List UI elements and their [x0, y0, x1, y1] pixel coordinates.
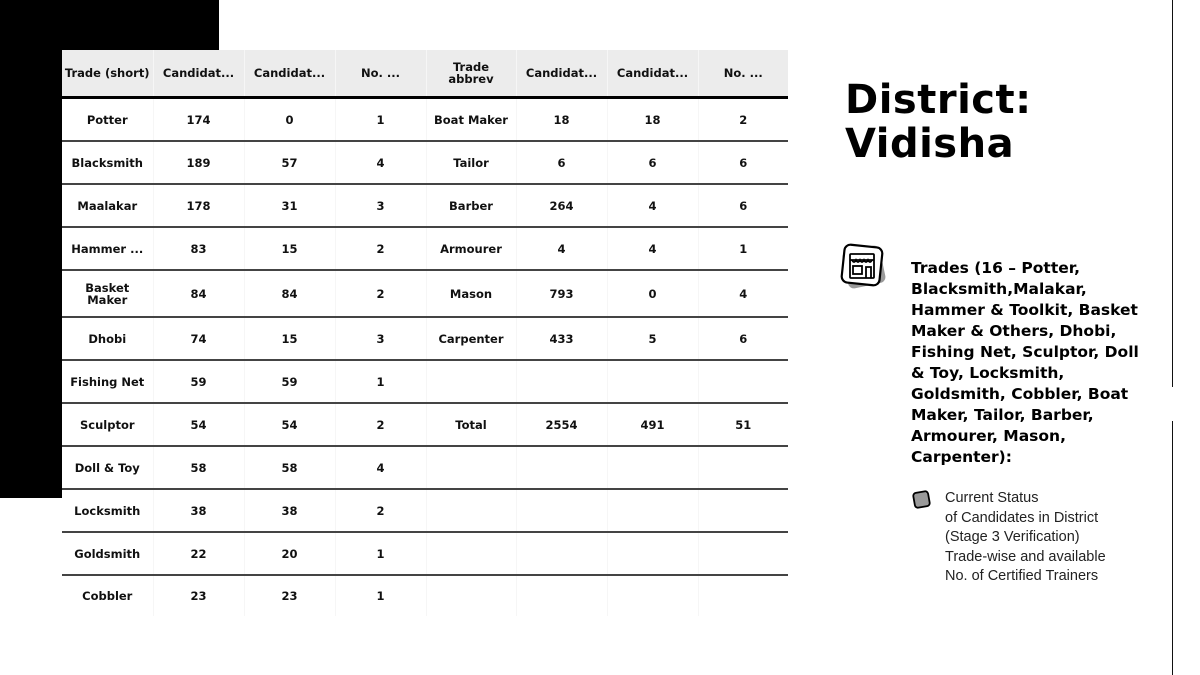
table-cell: 6 [698, 317, 788, 360]
table-cell: 84 [153, 270, 244, 317]
table-cell: 4 [335, 446, 426, 489]
table-cell: 83 [153, 227, 244, 270]
table-cell: Maalakar [62, 184, 153, 227]
table-cell: 4 [698, 270, 788, 317]
table-cell: 59 [153, 360, 244, 403]
bullet-square-icon [910, 488, 934, 512]
status-line: of Candidates in District [945, 509, 1099, 526]
table-row [62, 360, 788, 403]
table-cell: 4 [335, 141, 426, 184]
table-cell [607, 575, 698, 616]
table-cell: 2 [335, 403, 426, 446]
table-cell: 59 [244, 360, 335, 403]
table-cell [607, 360, 698, 403]
table-cell: Tailor [426, 141, 516, 184]
table-cell: Mason [426, 270, 516, 317]
table-cell: 264 [516, 184, 607, 227]
table-cell: 1 [335, 98, 426, 142]
table-cell: 2 [335, 227, 426, 270]
table-cell: 1 [698, 227, 788, 270]
table-cell: 57 [244, 141, 335, 184]
table-cell: 18 [607, 98, 698, 142]
table-cell: 6 [607, 141, 698, 184]
table-row [62, 98, 788, 142]
column-header-candidates-2[interactable]: Candidat... [244, 50, 335, 98]
table-cell [698, 446, 788, 489]
table-row [62, 141, 788, 184]
table-cell: 1 [335, 360, 426, 403]
column-header-number-1[interactable]: No. ... [335, 50, 426, 98]
table-cell [426, 532, 516, 575]
table-cell: 3 [335, 317, 426, 360]
table-cell [516, 489, 607, 532]
table-row [62, 184, 788, 227]
table-cell: 15 [244, 317, 335, 360]
table-cell: 31 [244, 184, 335, 227]
table-cell: Locksmith [62, 489, 153, 532]
table-cell: 433 [516, 317, 607, 360]
table-cell: 6 [516, 141, 607, 184]
table-cell: Blacksmith [62, 141, 153, 184]
status-description [945, 489, 1165, 587]
table-cell: 491 [607, 403, 698, 446]
table-cell: 58 [244, 446, 335, 489]
table-cell: 84 [244, 270, 335, 317]
table-cell [426, 360, 516, 403]
table-cell: 5 [607, 317, 698, 360]
table-cell: Hammer ... [62, 227, 153, 270]
table-cell: Barber [426, 184, 516, 227]
table-cell: 4 [607, 227, 698, 270]
table-cell [426, 489, 516, 532]
right-divider-bottom [1172, 421, 1173, 675]
column-header-trade-abbrev[interactable]: Trade abbrev [426, 50, 516, 98]
table-cell: 18 [516, 98, 607, 142]
table-row [62, 317, 788, 360]
column-header-number-2[interactable]: No. ... [698, 50, 788, 98]
table-cell [516, 575, 607, 616]
table-cell [698, 489, 788, 532]
table-cell: Boat Maker [426, 98, 516, 142]
trades-description: Trades (16 – Potter, Blacksmith,Malakar, Hammer & Toolkit, Basket Maker & Others, Dhobi, Fishing Net, Sculptor, Doll & Toy, Locksmith, Goldsmith, Cobbler, Boat Maker, Tailor, Barber, Armourer, Mason, Carpenter): [911, 259, 1139, 466]
table-cell [607, 446, 698, 489]
table-row [62, 270, 788, 317]
table-cell: Fishing Net [62, 360, 153, 403]
right-divider-top [1172, 0, 1173, 387]
table-cell [698, 575, 788, 616]
table-header-row [62, 50, 788, 98]
status-line: Current Status [945, 490, 1039, 506]
table-cell: 54 [244, 403, 335, 446]
table-cell [426, 575, 516, 616]
table-cell: Total [426, 403, 516, 446]
table-cell [607, 489, 698, 532]
table-cell: 2554 [516, 403, 607, 446]
table-cell [698, 532, 788, 575]
status-line: Trade-wise and available [945, 548, 1106, 565]
column-header-candidates-3[interactable]: Candidat... [516, 50, 607, 98]
table-cell: 1 [335, 575, 426, 616]
district-title-line1: District: [845, 77, 1032, 123]
table-cell: Sculptor [62, 403, 153, 446]
table-cell: 58 [153, 446, 244, 489]
table-cell: 189 [153, 141, 244, 184]
table-cell: 793 [516, 270, 607, 317]
table-cell: 4 [607, 184, 698, 227]
table-cell [516, 532, 607, 575]
table-cell: 51 [698, 403, 788, 446]
table-cell: Dhobi [62, 317, 153, 360]
table-row [62, 403, 788, 446]
column-header-trade-short[interactable]: Trade (short) [62, 50, 153, 98]
table-cell [426, 446, 516, 489]
table-cell: 54 [153, 403, 244, 446]
trade-status-table-container [62, 50, 788, 616]
district-title [845, 78, 1032, 166]
table-cell [607, 532, 698, 575]
table-cell: Basket Maker [62, 270, 153, 317]
table-cell: 1 [335, 532, 426, 575]
table-cell [698, 360, 788, 403]
table-cell: Carpenter [426, 317, 516, 360]
table-cell: 4 [516, 227, 607, 270]
table-cell: 2 [335, 489, 426, 532]
table-cell: 23 [153, 575, 244, 616]
table-cell: 3 [335, 184, 426, 227]
table-cell: Armourer [426, 227, 516, 270]
table-row [62, 446, 788, 489]
column-header-candidates-4[interactable]: Candidat... [607, 50, 698, 98]
table-row [62, 489, 788, 532]
table-cell [516, 446, 607, 489]
status-line: No. of Certified Trainers [945, 568, 1099, 584]
trade-status-table [62, 50, 788, 616]
table-row [62, 575, 788, 616]
table-cell [516, 360, 607, 403]
table-cell: 20 [244, 532, 335, 575]
shop-icon [838, 241, 890, 293]
table-cell: Doll & Toy [62, 446, 153, 489]
table-cell: 6 [698, 141, 788, 184]
table-cell: Cobbler [62, 575, 153, 616]
table-cell: 6 [698, 184, 788, 227]
table-cell: 0 [244, 98, 335, 142]
table-cell: 2 [698, 98, 788, 142]
table-cell: 15 [244, 227, 335, 270]
column-header-candidates-1[interactable]: Candidat... [153, 50, 244, 98]
table-cell: 23 [244, 575, 335, 616]
table-cell: 38 [153, 489, 244, 532]
status-line: (Stage 3 Verification) [945, 529, 1080, 545]
table-cell: 178 [153, 184, 244, 227]
table-cell: 0 [607, 270, 698, 317]
table-cell: 22 [153, 532, 244, 575]
table-row [62, 532, 788, 575]
table-cell: 174 [153, 98, 244, 142]
table-cell: Potter [62, 98, 153, 142]
table-cell: 38 [244, 489, 335, 532]
table-row [62, 227, 788, 270]
district-title-line2: Vidisha [845, 121, 1015, 167]
table-cell: Goldsmith [62, 532, 153, 575]
table-cell: 2 [335, 270, 426, 317]
table-cell: 74 [153, 317, 244, 360]
